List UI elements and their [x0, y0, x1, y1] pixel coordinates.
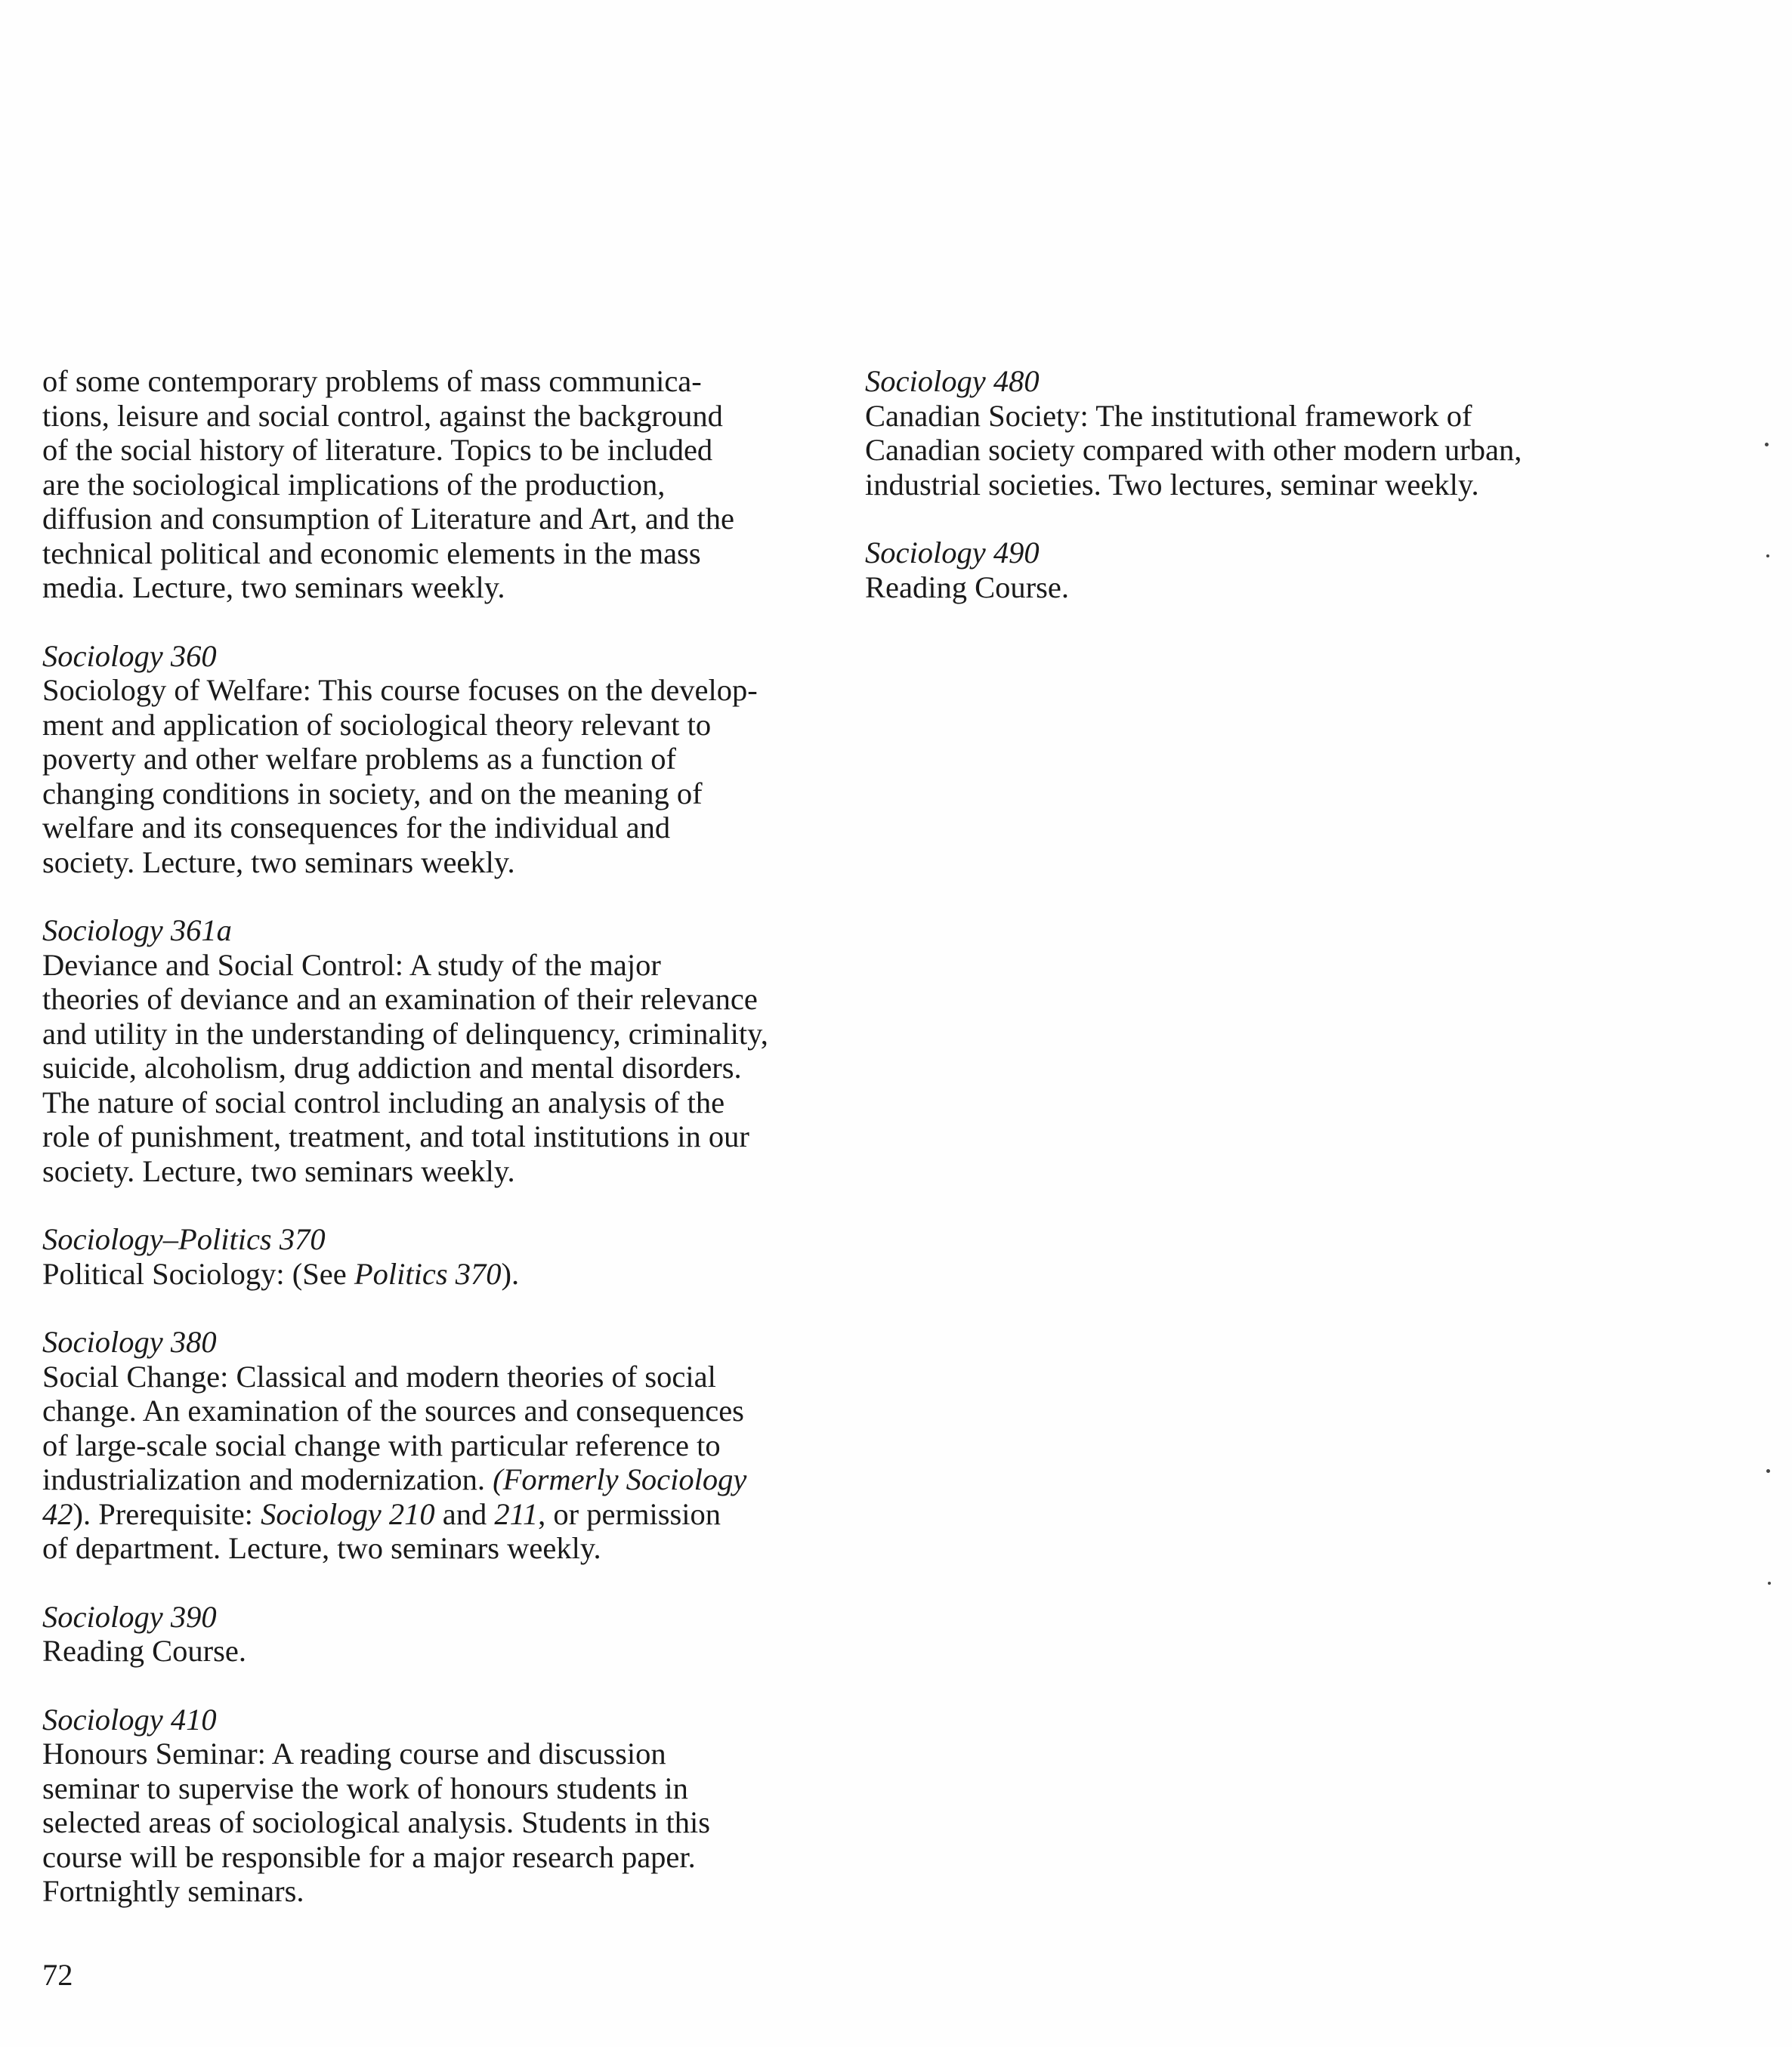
course-description: Deviance and Social Control: A study of the major theories of deviance and an examination of their relevance and utility in the understanding of delinquency, criminality, suicide, alcoholism, drug addiction and mental disorders. The nature of social control including an analysis of the role of punishment, treatment, and total institutions in our society. Lecture, two seminars weekly.: [42, 947, 768, 1188]
course-entry-sociology-360: [42, 639, 843, 880]
course-entry-sociology-380: [42, 1325, 843, 1566]
course-description: [42, 1360, 843, 1566]
description-text: ).: [501, 1256, 520, 1291]
scan-speck: [1766, 554, 1769, 557]
course-title: Sociology 360: [42, 638, 217, 673]
course-title: Sociology 490: [865, 536, 1040, 570]
scan-speck: [1768, 1582, 1771, 1585]
course-description: Reading Course.: [865, 570, 1069, 604]
description-text: , or permission of department. Lecture, two seminars weekly.: [42, 1496, 721, 1565]
cross-reference: Politics 370: [354, 1256, 502, 1291]
prerequisite-course: 211: [494, 1496, 539, 1531]
course-entry-sociology-490: [865, 536, 1666, 604]
description-text: ). Prerequisite:: [73, 1496, 261, 1531]
description-text: Political Sociology: (See: [42, 1256, 354, 1291]
course-title: Sociology 380: [42, 1325, 217, 1359]
course-title: Sociology 361a: [42, 913, 232, 947]
left-column: [42, 364, 843, 1943]
course-entry-sociology-361a: [42, 913, 843, 1188]
course-title: Sociology–Politics 370: [42, 1222, 326, 1256]
description-text: and: [434, 1496, 495, 1531]
course-title: Sociology 410: [42, 1702, 217, 1737]
description-text: Social Change: Classical and modern theories of social change. An examination of the sources and consequences of large-scale social change with particular reference to industrialization and modernization.: [42, 1359, 744, 1496]
scan-speck: [1766, 1469, 1770, 1473]
course-description: Sociology of Welfare: This course focuses on the develop- ment and application of sociological theory relevant to poverty and other welfare problems as a function of changing conditions in society, and on the meaning of welfare and its consequences for the individual and society. Lecture, two seminars weekly.: [42, 673, 758, 879]
course-title: Sociology 390: [42, 1599, 217, 1634]
continued-course-description: of some contemporary problems of mass communica- tions, leisure and social control, against the background of the social history of literature. Topics to be included are the sociological implications of the production, diffusion and consumption of Literature and Art, and the technical political and economic elements in the mass media. Lecture, two seminars weekly.: [42, 364, 734, 604]
course-title: Sociology 480: [865, 364, 1040, 398]
prerequisite-course: Sociology 210: [261, 1496, 435, 1531]
former-course-note: (Formerly Sociology 42: [42, 1462, 747, 1531]
course-description: Reading Course.: [42, 1634, 246, 1668]
course-entry-sociology-410: [42, 1703, 843, 1909]
course-entry-sociology-politics-370: [42, 1222, 843, 1291]
page-number: 72: [42, 1958, 73, 1992]
course-description: Canadian Society: The institutional framework of Canadian society compared with other modern urban, industrial societies. Two lectures, seminar weekly.: [865, 398, 1522, 502]
course-description: Honours Seminar: A reading course and discussion seminar to supervise the work of honours students in selected areas of sociological analysis. Students in this course will be responsible for a major research paper. Fortnightly seminars.: [42, 1737, 711, 1908]
course-entry-sociology-480: [865, 364, 1666, 502]
scan-speck: [1765, 443, 1769, 446]
course-entry-sociology-390: [42, 1600, 843, 1669]
course-description: [42, 1257, 843, 1292]
right-column: [865, 364, 1666, 638]
